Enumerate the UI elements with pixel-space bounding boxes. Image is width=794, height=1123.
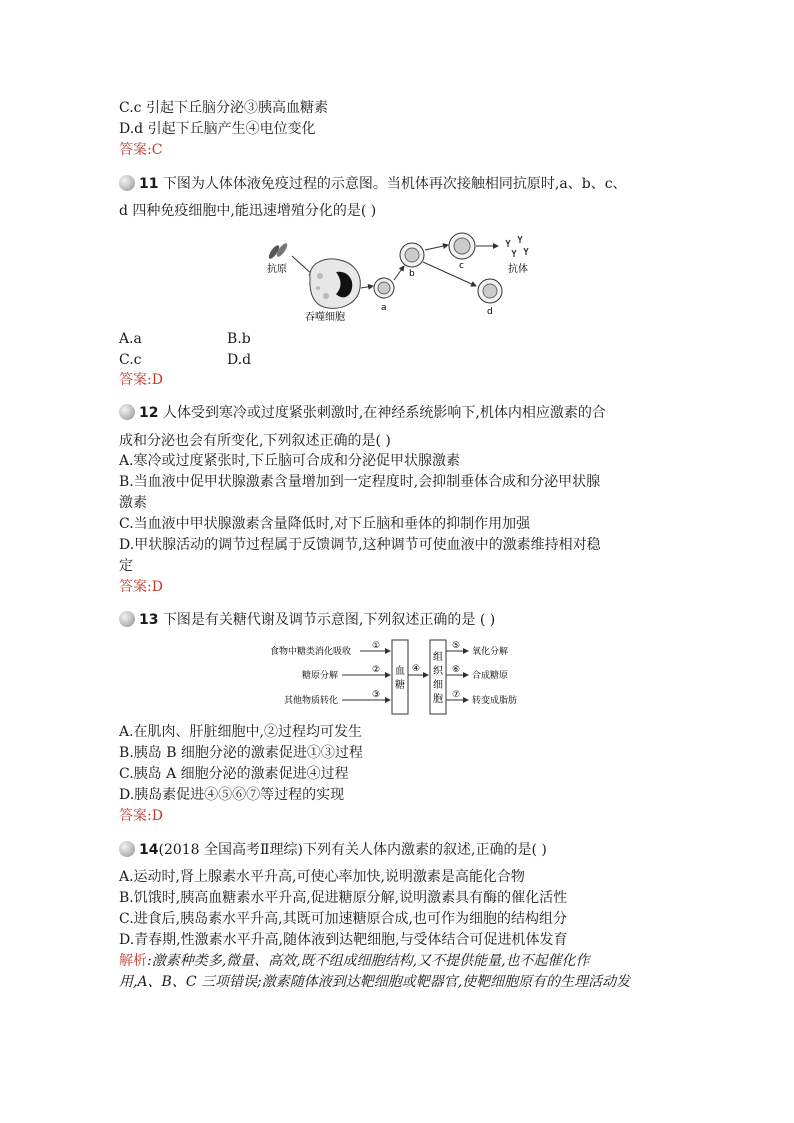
q14-stem: 14(2018 全国高考Ⅱ理综)下列有关人体内激素的叙述,正确的是( ) xyxy=(119,840,547,860)
svg-text:组: 组 xyxy=(433,652,443,663)
q11-stem-line2: d 四种免疫细胞中,能迅速增殖分化的是( ) xyxy=(119,203,377,219)
q14-number: 14 xyxy=(139,842,159,858)
phagocyte-label: 吞噬细胞 xyxy=(305,312,345,323)
cell-d-icon xyxy=(478,279,502,303)
q11-option-b: B.b xyxy=(227,331,251,347)
cell-b-label: b xyxy=(409,269,415,279)
svg-text:①: ① xyxy=(372,641,381,651)
q14-option-c: C.进食后,胰岛素水平升高,其既可加速糖原合成,也可作为细胞的结构组分 xyxy=(119,911,568,927)
q11-options-ab xyxy=(119,329,251,349)
q12-option-a: A.寒冷或过度紧张时,下丘脑可合成和分泌促甲状腺激素 xyxy=(119,453,461,469)
svg-text:⑤: ⑤ xyxy=(452,641,461,651)
cell-c-label: c xyxy=(459,261,464,271)
fate-glycogen-label: 合成糖原 xyxy=(472,671,509,681)
svg-text:③: ③ xyxy=(372,690,381,700)
cell-a-label: a xyxy=(381,303,387,313)
svg-text:细: 细 xyxy=(433,680,443,691)
q13-option-a: A.在肌肉、肝脏细胞中,②过程均可发生 xyxy=(119,724,363,740)
antigen-icon xyxy=(267,242,289,261)
source-other-label: 其他物质转化 xyxy=(284,696,339,706)
q11-number: 11 xyxy=(139,176,159,192)
svg-text:糖: 糖 xyxy=(395,680,405,691)
source-food-label: 食物中糖类消化吸收 xyxy=(270,647,352,657)
svg-text:⑥: ⑥ xyxy=(452,665,461,675)
q12-number: 12 xyxy=(139,405,159,421)
immune-diagram xyxy=(262,228,532,323)
q13-stem: 13 下图是有关糖代谢及调节示意图,下列叙述正确的是 ( ) xyxy=(119,610,495,630)
q12-answer: 答案:D xyxy=(119,579,163,595)
q12-option-d-line2: 定 xyxy=(119,558,133,574)
glucose-metabolism-diagram xyxy=(270,638,560,718)
phagocyte-icon xyxy=(310,259,360,308)
fate-fat-label: 转变成脂肪 xyxy=(472,696,518,706)
q13-option-c: C.胰岛 A 细胞分泌的激素促进④过程 xyxy=(119,766,349,782)
source-glycogen-label: 糖原分解 xyxy=(302,671,339,681)
antibody-icon xyxy=(506,236,528,257)
q11-option-d: D.d xyxy=(227,352,252,368)
option-c-prev: C.c 引起下丘脑分泌③胰高血糖素 xyxy=(119,100,328,116)
cell-d-label: d xyxy=(487,307,493,317)
q11-option-c: C.c xyxy=(119,352,142,368)
blood-glucose-box xyxy=(392,640,408,714)
q12-option-b-line1: B.当血液中促甲状腺激素含量增加到一定程度时,会抑制垂体合成和分泌甲状腺 xyxy=(119,474,601,490)
q14-explanation-line1: 解析:激素种类多,微量、高效,既不组成细胞结构,又不提供能量,也不起催化作 xyxy=(119,953,590,969)
q14-option-d: D.青春期,性激素水平升高,随体液到达靶细胞,与受体结合可促进机体发育 xyxy=(119,932,568,948)
svg-text:织: 织 xyxy=(433,666,443,677)
q12-stem-line2: 成和分泌也会有所变化,下列叙述正确的是( ) xyxy=(119,433,391,449)
q12-option-b-line2: 激素 xyxy=(119,495,147,511)
q12-stem-line1: 12 人体受到寒冷或过度紧张刺激时,在神经系统影响下,机体内相应激素的合 xyxy=(119,403,606,423)
svg-text:胞: 胞 xyxy=(433,694,443,705)
option-d-prev: D.d 引起下丘脑产生④电位变化 xyxy=(119,121,316,137)
q13-option-b: B.胰岛 B 细胞分泌的激素促进①③过程 xyxy=(119,745,363,761)
q11-stem-line1: 11 下图为人体体液免疫过程的示意图。当机体再次接触相同抗原时,a、b、c、 xyxy=(119,174,627,194)
question-marker-icon xyxy=(119,611,135,627)
q14-option-a: A.运动时,肾上腺素水平升高,可使心率加快,说明激素是高能化合物 xyxy=(119,869,525,885)
svg-text:血: 血 xyxy=(395,666,405,677)
answer-prev: 答案:C xyxy=(119,142,163,158)
svg-text:⑦: ⑦ xyxy=(452,690,461,700)
q12-option-c: C.当血液中甲状腺激素含量降低时,对下丘脑和垂体的抑制作用加强 xyxy=(119,516,531,532)
fate-oxidation-label: 氧化分解 xyxy=(472,647,509,657)
question-marker-icon xyxy=(119,404,135,420)
explanation-label: 解析 xyxy=(119,953,147,969)
svg-text:②: ② xyxy=(372,665,381,675)
q11-option-a: A.a xyxy=(119,331,142,347)
q13-answer: 答案:D xyxy=(119,808,163,824)
cell-c-icon xyxy=(449,233,475,259)
q11-options-cd xyxy=(119,350,251,370)
cell-b-icon xyxy=(400,243,424,267)
q13-option-d: D.胰岛素促进④⑤⑥⑦等过程的实现 xyxy=(119,787,345,803)
question-marker-icon xyxy=(119,175,135,191)
q12-option-d-line1: D.甲状腺活动的调节过程属于反馈调节,这种调节可使血液中的激素维持相对稳 xyxy=(119,537,601,553)
svg-text:④: ④ xyxy=(412,664,421,674)
antigen-label: 抗原 xyxy=(267,264,287,275)
q14-explanation-line2: 用,A、B、C 三项错误;激素随体液到达靶细胞或靶器官,使靶细胞原有的生理活动发 xyxy=(119,974,631,990)
antibody-label: 抗体 xyxy=(508,264,528,275)
q14-option-b: B.饥饿时,胰高血糖素水平升高,促进糖原分解,说明激素具有酶的催化活性 xyxy=(119,890,568,906)
q11-answer: 答案:D xyxy=(119,372,163,388)
question-marker-icon xyxy=(119,841,135,857)
q13-number: 13 xyxy=(139,612,159,628)
cell-a-icon xyxy=(374,278,394,298)
